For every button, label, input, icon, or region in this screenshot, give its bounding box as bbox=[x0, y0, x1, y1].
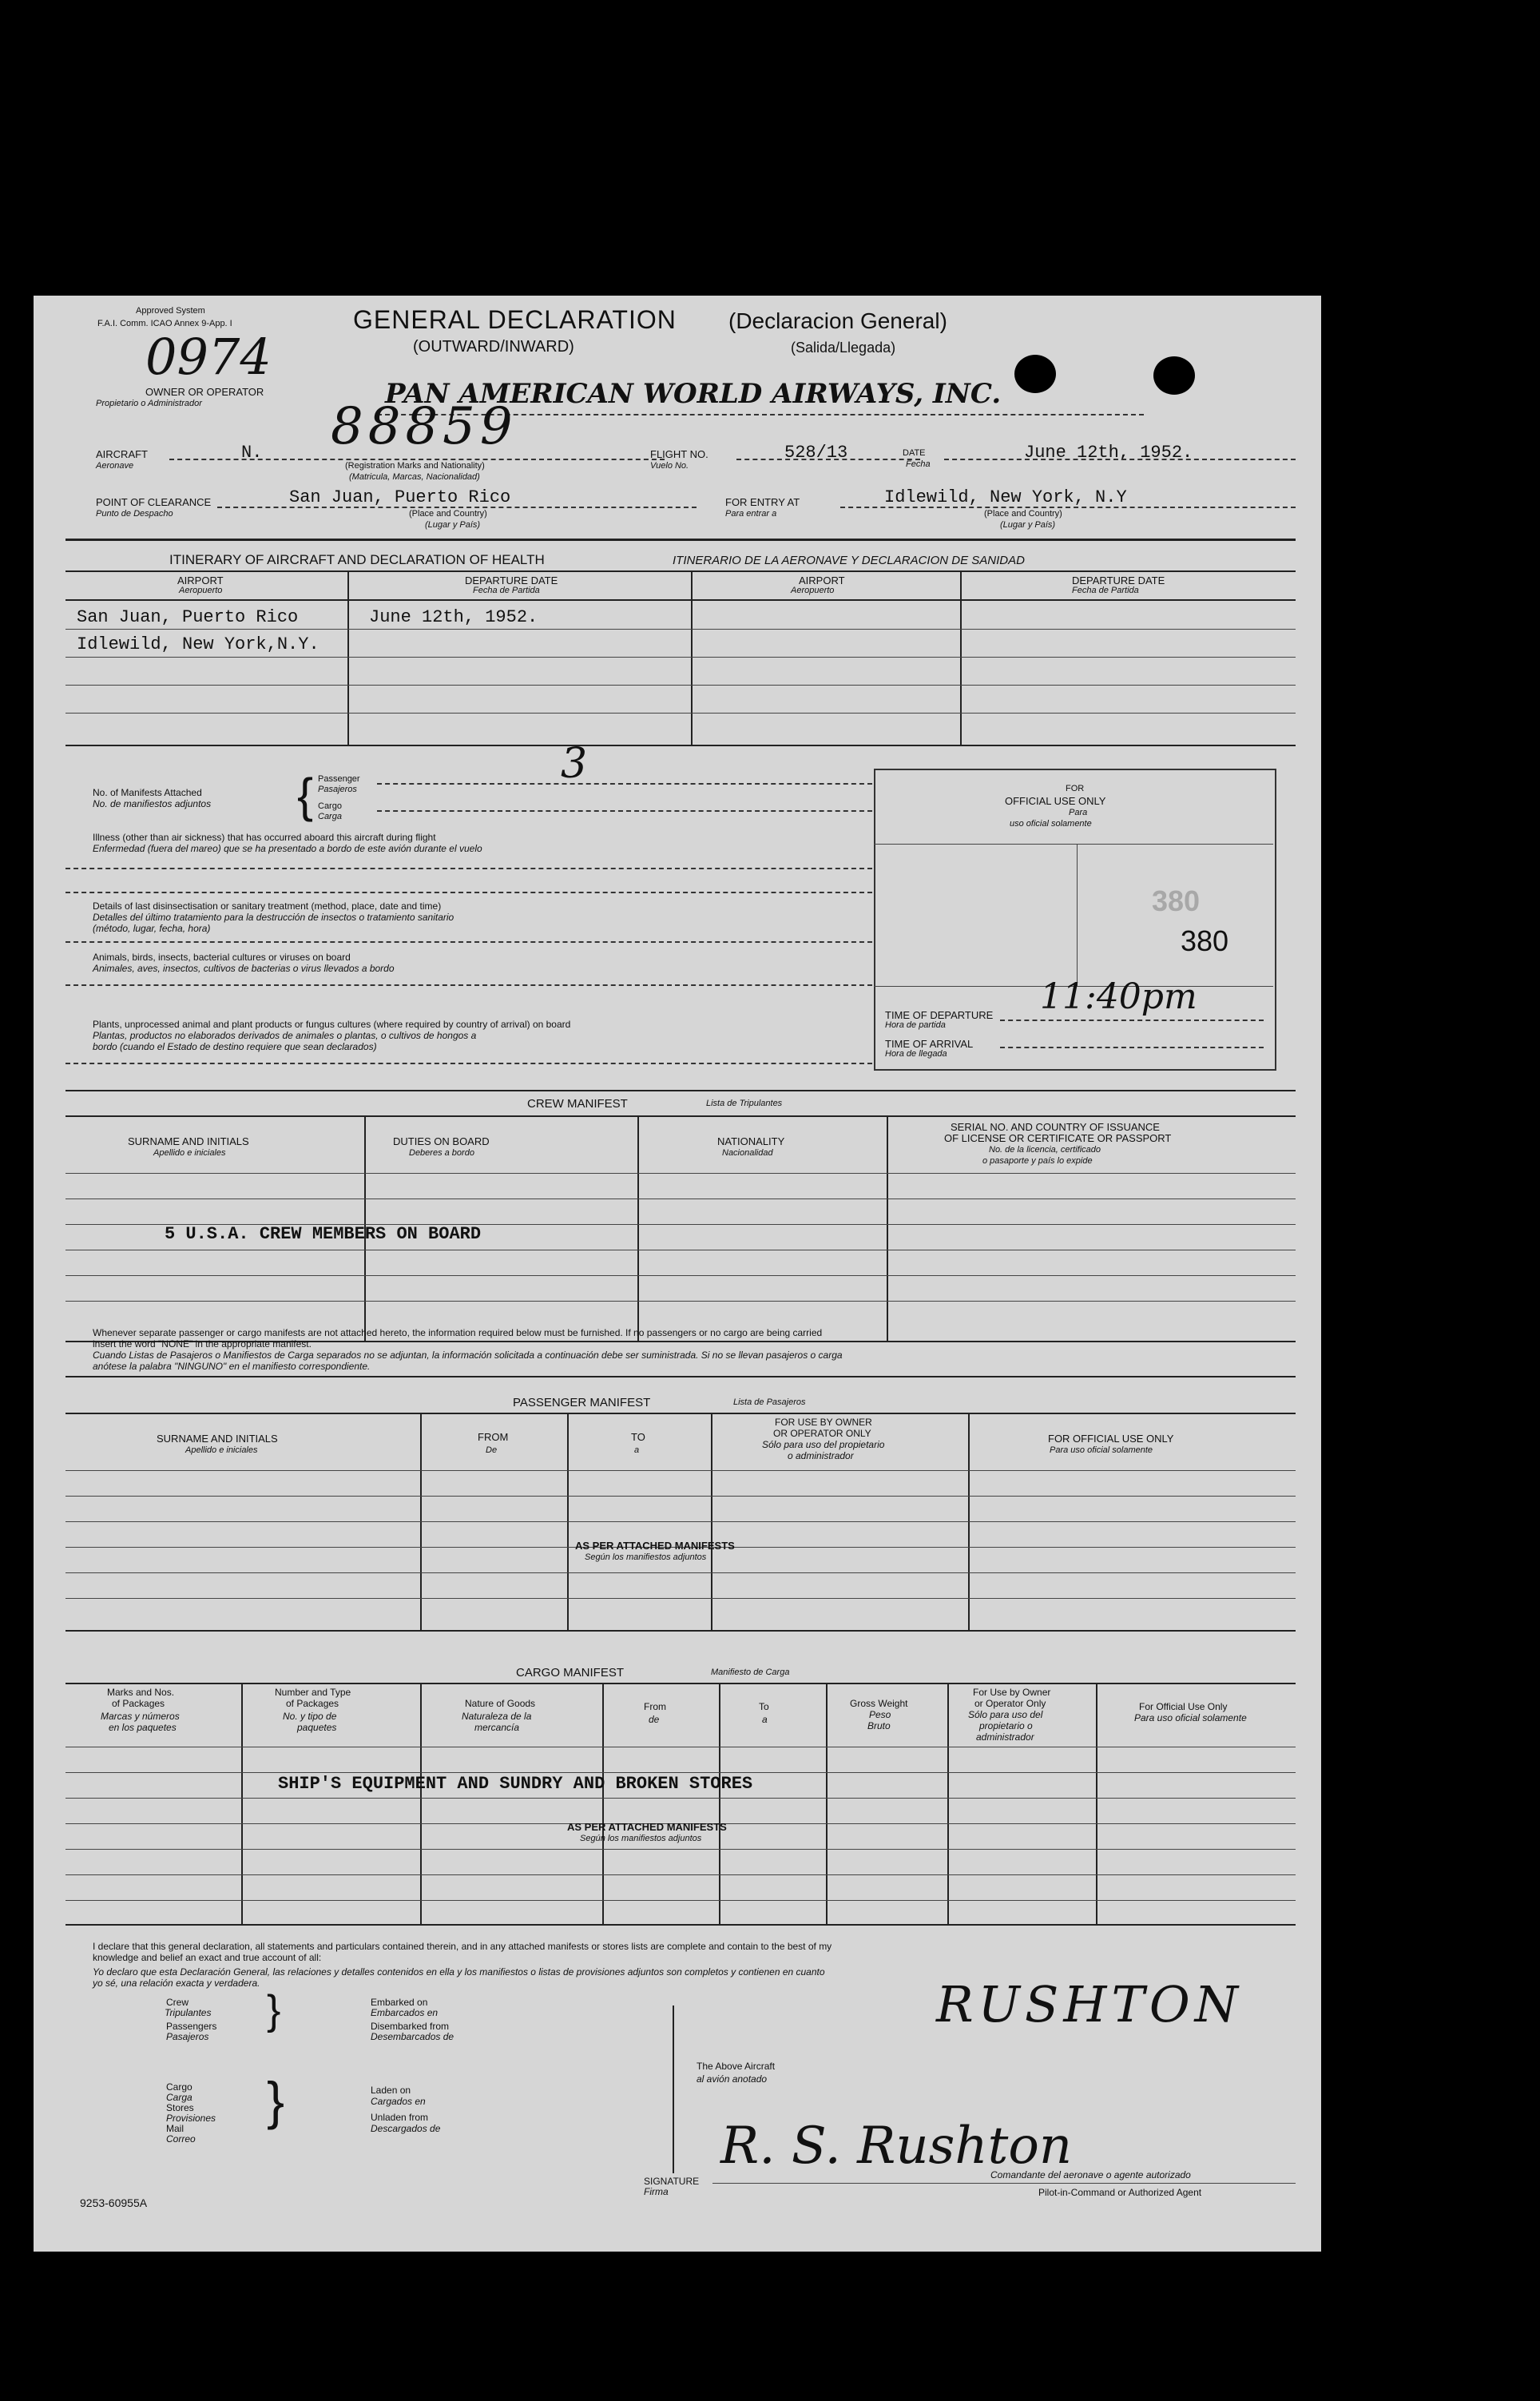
unladen-word: Unladen from bbox=[371, 2112, 429, 2123]
signature-line bbox=[712, 2183, 1296, 2184]
passenger-row-rule bbox=[65, 1598, 1296, 1599]
official-for: FOR bbox=[1066, 784, 1085, 793]
flight-label-es: Vuelo No. bbox=[650, 461, 689, 471]
cargo-col-number-2: of Packages bbox=[286, 1698, 339, 1709]
cargo-col-owner-es-2: propietario o bbox=[979, 1720, 1033, 1731]
passengers-word: Passengers bbox=[166, 2021, 217, 2032]
cargo-label: Cargo bbox=[318, 801, 342, 811]
plants-label-es: Plantas, productos no elaborados derivados de animales o plantas, o cultivos de hongos a bbox=[93, 1030, 477, 1041]
col-departure: DEPARTURE DATE bbox=[465, 574, 558, 586]
form-number: 9253-60955A bbox=[80, 2196, 148, 2209]
crew-col-name-es: Apellido e iniciales bbox=[153, 1148, 226, 1158]
passenger-col-official: FOR OFFICIAL USE ONLY bbox=[1048, 1433, 1174, 1445]
passenger-stamp: AS PER ATTACHED MANIFESTS bbox=[575, 1540, 735, 1552]
crew-heading-es: Lista de Tripulantes bbox=[706, 1099, 783, 1108]
clearance-line bbox=[217, 507, 697, 508]
passenger-heading: PASSENGER MANIFEST bbox=[513, 1396, 651, 1409]
cargo-col-owner: For Use by Owner bbox=[973, 1687, 1051, 1698]
cargo-heading: CARGO MANIFEST bbox=[516, 1666, 625, 1680]
disembarked-word: Disembarked from bbox=[371, 2021, 450, 2032]
cargo-col-to-es: a bbox=[762, 1714, 768, 1725]
crew-divider bbox=[887, 1115, 888, 1341]
cargo-col-weight-es-2: Bruto bbox=[867, 1720, 891, 1731]
illness-line bbox=[65, 892, 872, 893]
manifest-count: 3 bbox=[561, 740, 588, 788]
passengers-word-es: Pasajeros bbox=[166, 2031, 209, 2042]
declaration-form bbox=[34, 296, 1321, 2252]
notice-line-3: Cuando Listas de Pasajeros o Manifiestos de Carga separados no se adjuntan, la información solicitada a continuación debe ser suministrada. Si no se llevan pasajeros o carga bbox=[93, 1350, 843, 1361]
cargo-col-from: From bbox=[644, 1701, 666, 1712]
crew-col-serial-es: No. de la licencia, certificado bbox=[989, 1145, 1101, 1155]
form-title-es: (Declaracion General) bbox=[728, 308, 947, 333]
official-para: Para bbox=[1069, 808, 1088, 817]
date-label-es: Fecha bbox=[906, 459, 931, 469]
passenger-col-name-es: Apellido e iniciales bbox=[185, 1445, 258, 1455]
cargo-col-nature: Nature of Goods bbox=[465, 1698, 536, 1709]
col-departure-2: DEPARTURE DATE bbox=[1072, 574, 1165, 586]
arrival-time-label-es: Hora de llegada bbox=[885, 1049, 947, 1059]
col-departure-es: Fecha de Partida bbox=[473, 586, 540, 595]
flight-line bbox=[736, 459, 920, 460]
cargo-col-to: To bbox=[759, 1701, 769, 1712]
pilot-label: Pilot-in-Command or Authorized Agent bbox=[1038, 2187, 1202, 2198]
cargo-col-marks-2: of Packages bbox=[112, 1698, 165, 1709]
crew-col-nationality-es: Nacionalidad bbox=[722, 1148, 773, 1158]
document-number: 0974 bbox=[145, 328, 272, 386]
entry-label-es: Para entrar a bbox=[725, 509, 777, 519]
cargo-divider bbox=[1096, 1683, 1097, 1924]
brace: { bbox=[297, 769, 314, 822]
official-divider bbox=[1077, 844, 1078, 986]
cargo-col-owner-es: Sólo para uso del bbox=[968, 1709, 1043, 1720]
crew-col-serial: SERIAL NO. AND COUNTRY OF ISSUANCE bbox=[951, 1121, 1160, 1133]
passenger-line bbox=[377, 783, 872, 785]
passenger-label: Passenger bbox=[318, 774, 360, 784]
itinerary-heading: ITINERARY OF AIRCRAFT AND DECLARATION OF HEALTH bbox=[169, 552, 545, 567]
crew-top-rule bbox=[65, 1090, 1296, 1091]
cargo-col-from-es: de bbox=[649, 1714, 660, 1725]
flight-value: 528/13 bbox=[784, 443, 848, 463]
passenger-col-to: TO bbox=[631, 1431, 645, 1443]
stores-word: Stores bbox=[166, 2102, 194, 2113]
col-airport-2-es: Aeropuerto bbox=[791, 586, 835, 595]
disinsect-label: Details of last disinsectisation or sanitary treatment (method, place, date and time) bbox=[93, 900, 442, 912]
passenger-col-from: FROM bbox=[478, 1431, 509, 1443]
passenger-col-from-es: De bbox=[486, 1445, 498, 1455]
plants-line bbox=[65, 1063, 872, 1064]
crew-word: Crew bbox=[166, 1997, 189, 2008]
registration-note: (Registration Marks and Nationality) bbox=[345, 461, 485, 471]
aircraft-handwritten: 88859 bbox=[331, 397, 518, 456]
cargo-col-marks-es-2: en los paquetes bbox=[109, 1722, 177, 1733]
arrival-time-line bbox=[1000, 1047, 1264, 1048]
passenger-col-name: SURNAME AND INITIALS bbox=[157, 1433, 278, 1445]
passenger-bottom-rule bbox=[65, 1630, 1296, 1632]
animals-label-es: Animales, aves, insectos, cultivos de bacterias o virus llevados a bordo bbox=[93, 963, 395, 974]
crew-word-es: Tripulantes bbox=[165, 2007, 212, 2018]
notice-line-1: Whenever separate passenger or cargo manifests are not attached hereto, the information required below must be furnished. If no passengers or no cargo are being carried bbox=[93, 1327, 823, 1338]
animals-label: Animals, birds, insects, bacterial cultures or viruses on board bbox=[93, 952, 351, 963]
plants-label-es-2: bordo (cuando el Estado de destino requiere que sean declarados) bbox=[93, 1041, 377, 1052]
entry-line bbox=[840, 507, 1296, 508]
manifests-label-es: No. de manifiestos adjuntos bbox=[93, 798, 212, 809]
stores-word-es: Provisiones bbox=[166, 2113, 216, 2124]
bracket-line bbox=[673, 2005, 674, 2173]
plants-label: Plants, unprocessed animal and plant products or fungus cultures (where required by country of arrival) on board bbox=[93, 1019, 571, 1030]
manifests-label: No. of Manifests Attached bbox=[93, 787, 202, 798]
passenger-col-owner: FOR USE BY OWNER bbox=[775, 1417, 872, 1428]
clearance-value: San Juan, Puerto Rico bbox=[289, 487, 511, 507]
cargo-row-rule bbox=[65, 1900, 1296, 1901]
crew-header-rule bbox=[65, 1115, 1296, 1117]
clearance-label: POINT OF CLEARANCE bbox=[96, 496, 212, 508]
clearance-label-es: Punto de Despacho bbox=[96, 509, 173, 519]
date-label: DATE bbox=[903, 448, 926, 458]
cargo-divider bbox=[719, 1683, 720, 1924]
illness-line bbox=[65, 868, 872, 869]
cargo-stamp-es: Según los manifiestos adjuntos bbox=[580, 1834, 702, 1843]
date-value: June 12th, 1952. bbox=[1024, 443, 1193, 463]
cargo-label-es: Carga bbox=[318, 812, 342, 821]
official-label-es: uso oficial solamente bbox=[1010, 819, 1092, 829]
itinerary-row-rule bbox=[65, 657, 1296, 658]
aircraft-label-es: Aeronave bbox=[96, 461, 134, 471]
cargo-col-weight: Gross Weight bbox=[850, 1698, 908, 1709]
cargo-divider bbox=[947, 1683, 949, 1924]
registration-note-es: (Matricula, Marcas, Nacionalidad) bbox=[349, 472, 480, 482]
passenger-row-rule bbox=[65, 1572, 1296, 1573]
crew-col-serial-es-2: o pasaporte y país lo expide bbox=[982, 1156, 1093, 1166]
caa-reference: F.A.I. Comm. ICAO Annex 9-App. I bbox=[97, 319, 232, 328]
form-title: GENERAL DECLARATION bbox=[353, 305, 677, 334]
departure-time-label: TIME OF DEPARTURE bbox=[885, 1009, 994, 1021]
itinerary-divider bbox=[691, 570, 693, 746]
cargo-word-es: Carga bbox=[166, 2092, 192, 2103]
official-stamp: 380 bbox=[1152, 884, 1201, 917]
cargo-col-number-es: No. y tipo de bbox=[283, 1711, 337, 1722]
declaration-line-2: knowledge and belief an exact and true account of all: bbox=[93, 1952, 322, 1963]
departure-time-label-es: Hora de partida bbox=[885, 1020, 946, 1030]
official-number: 380 bbox=[1181, 924, 1229, 957]
cargo-col-owner-es-3: administrador bbox=[976, 1731, 1034, 1743]
aircraft-value: N. bbox=[241, 443, 263, 463]
col-airport: AIRPORT bbox=[177, 574, 224, 586]
cargo-col-marks: Marks and Nos. bbox=[107, 1687, 175, 1698]
passenger-header-rule bbox=[65, 1413, 1296, 1414]
notice-line-2: insert the word "NONE" in the appropriate manifest. bbox=[93, 1338, 312, 1350]
crew-col-duties-es: Deberes a bordo bbox=[409, 1148, 474, 1158]
itinerary-top-rule bbox=[65, 539, 1296, 541]
declaration-line-4: yo sé, una relación exacta y verdadera. bbox=[93, 1978, 260, 1989]
official-label: OFFICIAL USE ONLY bbox=[1005, 795, 1106, 807]
laden-word-es: Cargados en bbox=[371, 2096, 426, 2107]
declaration-line-3: Yo declaro que esta Declaración General, las relaciones y detalles contenidos en ella y los manifiestos o listas de provisiones adjuntos son completos y contienen en cuanto bbox=[93, 1966, 825, 1978]
itinerary-date-1: June 12th, 1952. bbox=[369, 607, 538, 627]
form-subtitle: (OUTWARD/INWARD) bbox=[413, 338, 574, 356]
entry-label: FOR ENTRY AT bbox=[725, 496, 800, 508]
embarked-word: Embarked on bbox=[371, 1997, 428, 2008]
itinerary-airport-2: Idlewild, New York,N.Y. bbox=[77, 634, 320, 654]
notice-line-4: anótese la palabra "NINGUNO" en el manifiesto correspondiente. bbox=[93, 1361, 371, 1372]
disinsect-label-es-2: (método, lugar, fecha, hora) bbox=[93, 923, 211, 934]
declaration-line-1: I declare that this general declaration, all statements and particulars contained therein, and in any attached manifests or stores lists are complete and contain to the best of my bbox=[93, 1941, 832, 1952]
col-airport-2: AIRPORT bbox=[799, 574, 845, 586]
place-note-2-es: (Lugar y País) bbox=[1000, 520, 1056, 530]
signature-label: SIGNATURE bbox=[644, 2176, 700, 2187]
crew-row-rule bbox=[65, 1173, 1296, 1174]
crew-col-nationality: NATIONALITY bbox=[717, 1135, 785, 1147]
illness-label: Illness (other than air sickness) that has occurred aboard this aircraft during flight bbox=[93, 832, 436, 843]
itinerary-col-rule bbox=[65, 599, 1296, 601]
itinerary-divider bbox=[960, 570, 962, 746]
departure-time-value: 11:40pm bbox=[1040, 976, 1197, 1017]
itinerary-header-rule bbox=[65, 570, 1296, 572]
crew-col-serial-2: OF LICENSE OR CERTIFICATE OR PASSPORT bbox=[944, 1132, 1172, 1144]
cargo-col-official-es: Para uso oficial solamente bbox=[1134, 1712, 1247, 1723]
itinerary-row-rule bbox=[65, 713, 1296, 714]
crew-col-name: SURNAME AND INITIALS bbox=[128, 1135, 249, 1147]
cargo-col-owner-2: or Operator Only bbox=[974, 1698, 1046, 1709]
itinerary-heading-es: ITINERARIO DE LA AERONAVE Y DECLARACION DE SANIDAD bbox=[673, 554, 1025, 567]
passenger-col-official-es: Para uso oficial solamente bbox=[1050, 1445, 1153, 1455]
cargo-row-rule bbox=[65, 1874, 1296, 1875]
passenger-col-to-es: a bbox=[634, 1445, 640, 1455]
cargo-col-marks-es: Marcas y números bbox=[101, 1711, 180, 1722]
approved-text: Approved System bbox=[136, 306, 205, 316]
brace: } bbox=[267, 2071, 285, 2130]
passenger-col-owner-es: Sólo para uso del propietario bbox=[762, 1439, 885, 1450]
passenger-top-rule bbox=[65, 1376, 1296, 1377]
itinerary-divider bbox=[347, 570, 349, 746]
itinerary-bottom-rule bbox=[65, 745, 1296, 746]
passenger-stamp-es: Según los manifiestos adjuntos bbox=[585, 1552, 707, 1562]
brace: } bbox=[267, 1987, 281, 2033]
embarked-word-es: Embarcados en bbox=[371, 2007, 439, 2018]
entry-value: Idlewild, New York, N.Y bbox=[884, 487, 1127, 507]
crew-col-duties: DUTIES ON BOARD bbox=[393, 1135, 490, 1147]
crew-divider bbox=[637, 1115, 639, 1341]
cargo-heading-es: Manifiesto de Carga bbox=[711, 1668, 790, 1677]
form-subtitle-es: (Salida/Llegada) bbox=[791, 340, 896, 356]
cargo-header-rule bbox=[65, 1683, 1296, 1684]
owner-value: PAN AMERICAN WORLD AIRWAYS, INC. bbox=[385, 378, 1002, 410]
illness-label-es: Enfermedad (fuera del mareo) que se ha presentado a bordo de este avión durante el vuelo bbox=[93, 843, 482, 854]
laden-word: Laden on bbox=[371, 2085, 411, 2096]
passenger-heading-es: Lista de Pasajeros bbox=[733, 1397, 806, 1407]
itinerary-row-rule bbox=[65, 629, 1296, 630]
cargo-line bbox=[377, 810, 872, 812]
mail-word: Mail bbox=[166, 2123, 185, 2134]
cargo-divider bbox=[420, 1683, 422, 1924]
col-departure-2-es: Fecha de Partida bbox=[1072, 586, 1139, 595]
disinsect-line bbox=[65, 941, 872, 943]
cargo-col-official: For Official Use Only bbox=[1139, 1701, 1228, 1712]
cargo-row-rule bbox=[65, 1849, 1296, 1850]
cargo-row-rule bbox=[65, 1798, 1296, 1799]
cargo-divider bbox=[241, 1683, 243, 1924]
cargo-divider bbox=[602, 1683, 604, 1924]
crew-heading: CREW MANIFEST bbox=[527, 1097, 628, 1111]
crew-row-rule bbox=[65, 1301, 1296, 1302]
passenger-col-owner-2: OR OPERATOR ONLY bbox=[773, 1428, 871, 1439]
disembarked-word-es: Desembarcados de bbox=[371, 2031, 454, 2042]
cargo-divider bbox=[826, 1683, 828, 1924]
owner-label-es: Propietario o Administrador bbox=[96, 399, 202, 408]
itinerary-row-rule bbox=[65, 685, 1296, 686]
departure-time-line bbox=[1000, 1020, 1264, 1021]
aircraft-label: AIRCRAFT bbox=[96, 448, 148, 460]
unladen-word-es: Descargados de bbox=[371, 2123, 441, 2134]
place-note: (Place and Country) bbox=[409, 509, 487, 519]
mail-word-es: Correo bbox=[166, 2133, 196, 2145]
cargo-stamp: AS PER ATTACHED MANIFESTS bbox=[567, 1821, 727, 1833]
animals-line bbox=[65, 984, 872, 986]
crew-entry: 5 U.S.A. CREW MEMBERS ON BOARD bbox=[165, 1224, 482, 1244]
crew-row-rule bbox=[65, 1275, 1296, 1276]
itinerary-airport-1: San Juan, Puerto Rico bbox=[77, 607, 299, 627]
col-airport-es: Aeropuerto bbox=[179, 586, 223, 595]
cargo-col-number-es-2: paquetes bbox=[297, 1722, 337, 1733]
cargo-col-nature-es-2: mercancía bbox=[474, 1722, 520, 1733]
passenger-row-rule bbox=[65, 1496, 1296, 1497]
punch-hole bbox=[1014, 355, 1056, 393]
flight-label: FLIGHT NO. bbox=[650, 448, 708, 460]
cargo-bottom-rule bbox=[65, 1924, 1296, 1926]
cargo-word: Cargo bbox=[166, 2081, 192, 2093]
disinsect-label-es: Detalles del último tratamiento para la destrucción de insectos o tratamiento sanitario bbox=[93, 912, 454, 923]
pilot-label-es: Comandante del aeronave o agente autorizado bbox=[990, 2169, 1191, 2180]
cargo-col-weight-es: Peso bbox=[869, 1709, 891, 1720]
owner-label: OWNER OR OPERATOR bbox=[145, 386, 264, 398]
passenger-row-rule bbox=[65, 1470, 1296, 1471]
punch-hole bbox=[1153, 356, 1195, 395]
place-note-2: (Place and Country) bbox=[984, 509, 1062, 519]
cargo-col-number: Number and Type bbox=[275, 1687, 351, 1698]
cargo-entry: SHIP'S EQUIPMENT AND SUNDRY AND BROKEN STORES bbox=[278, 1774, 753, 1794]
date-line bbox=[944, 459, 1296, 460]
passenger-label-es: Pasajeros bbox=[318, 785, 357, 794]
above-aircraft: The Above Aircraft bbox=[697, 2061, 776, 2072]
above-aircraft-es: al avión anotado bbox=[697, 2073, 768, 2085]
handwritten-name: RUSHTON bbox=[936, 1975, 1243, 2033]
signature-label-es: Firma bbox=[644, 2186, 669, 2197]
cargo-col-nature-es: Naturaleza de la bbox=[462, 1711, 532, 1722]
place-note-es: (Lugar y País) bbox=[425, 520, 481, 530]
official-rule bbox=[874, 844, 1273, 845]
cargo-row-rule bbox=[65, 1772, 1296, 1773]
aircraft-line bbox=[169, 459, 665, 460]
arrival-time-label: TIME OF ARRIVAL bbox=[885, 1038, 974, 1050]
signature: R. S. Rushton bbox=[720, 2117, 1073, 2176]
passenger-row-rule bbox=[65, 1521, 1296, 1522]
passenger-col-owner-es-2: o administrador bbox=[788, 1450, 854, 1461]
